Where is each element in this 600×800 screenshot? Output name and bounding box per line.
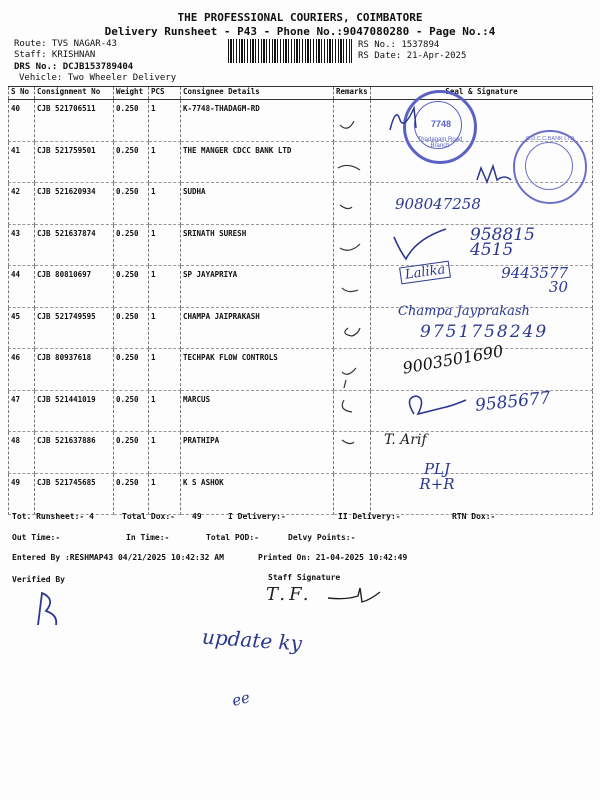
cell-consignment-no: CJB 521749595 [35,307,114,349]
handwritten-47: 9585677 [474,388,552,416]
cell-weight: 0.250 [114,100,149,142]
cell-weight: 0.250 [114,390,149,432]
handwritten-44-name: Lalika [399,261,451,285]
route-label: Route: TVS NAGAR-43 [14,39,117,49]
cell-sno: 49 [9,473,35,515]
cell-sno: 47 [9,390,35,432]
cell-seal-signature [371,473,593,515]
ii-delivery: II Delivery:- [338,512,401,521]
handwritten-45-name: Champa Jayprakash [398,304,530,319]
signature-43 [390,225,470,265]
table-row [9,432,593,474]
cell-consignee: SUDHA [181,183,334,225]
col-consignee: Consignee Details [181,87,334,100]
col-weight: Weight [114,87,149,100]
signature-47 [400,392,470,426]
tick-mark-43 [340,244,360,250]
cell-weight: 0.250 [114,307,149,349]
tick-mark-40 [340,121,354,128]
cell-pcs: 1 [149,141,181,183]
update-note: update ky [201,624,303,656]
col-sno: S No [9,87,35,100]
branch-stamp-text: Thadagam Road Branch [417,137,463,149]
cell-sno: 42 [9,183,35,225]
cell-pcs: 1 [149,307,181,349]
staff-label: Staff: KRISHNAN [14,50,96,60]
total-dox-label: Total Dox:- [122,512,175,521]
cell-weight: 0.250 [114,432,149,474]
cell-consignment-no: CJB 521620934 [35,183,114,225]
barcode [228,39,352,63]
runsheet-table [8,86,593,515]
cell-sno: 40 [9,100,35,142]
total-dox-value: 49 [192,512,202,521]
col-consignment: Consignment No [35,87,114,100]
handwritten-48: T. Arif [384,432,427,448]
cell-sno: 45 [9,307,35,349]
col-pcs: PCS [149,87,181,100]
vehicle-label: Vehicle: Two Wheeler Delivery [19,73,177,83]
out-time: Out Time:- [12,533,61,542]
cell-consignment-no: CJB 80810697 [35,266,114,308]
cell-pcs: 1 [149,432,181,474]
tick-mark-42 [340,205,352,209]
branch-stamp-number: 7748 [430,119,452,129]
cell-weight: 0.250 [114,349,149,391]
cell-sno: 44 [9,266,35,308]
cell-consignment-no: CJB 521759501 [35,141,114,183]
table-row [9,183,593,225]
cell-consignee: THE MANGER CDCC BANK LTD [181,141,334,183]
signature-41 [475,162,515,184]
cell-consignee: CHAMPA JAIPRAKASH [181,307,334,349]
cell-pcs: 1 [149,224,181,266]
tick-mark-46 [342,368,356,388]
cell-consignee: SRINATH SURESH [181,224,334,266]
cell-pcs: 1 [149,183,181,225]
table-header-row [9,87,593,100]
in-time: In Time:- [126,533,170,542]
cell-weight: 0.250 [114,224,149,266]
cell-consignee: SP JAYAPRIYA [181,266,334,308]
cell-pcs: 1 [149,266,181,308]
cell-consignment-no: CJB 521441019 [35,390,114,432]
cell-sno: 48 [9,432,35,474]
staff-signature: T.F. [266,584,313,605]
company-title: THE PROFESSIONAL COURIERS, COIMBATORE [177,11,423,24]
cell-consignment-no: CJB 521637874 [35,224,114,266]
bottom-mark: ee [230,688,252,710]
i-delivery: I Delivery:- [228,512,286,521]
col-remarks: Remarks [334,87,371,100]
handwritten-44-phone: 9443577 30 [501,264,568,296]
cell-consignment-no: CJB 521706511 [35,100,114,142]
staff-signature-label: Staff Signature [268,573,341,582]
tick-mark-41 [338,165,360,170]
cell-pcs: 1 [149,100,181,142]
cell-consignee: K S ASHOK [181,473,334,515]
rtn-dox: RTN Dox:- [452,512,496,521]
printed-on: Printed On: 21-04-2025 10:42:49 [258,553,408,562]
rs-number: RS No.: 1537894 [358,40,440,50]
tick-mark-48 [342,440,354,444]
cell-sno: 46 [9,349,35,391]
tick-mark-45 [345,328,360,336]
handwritten-45-phone: 9751758249 [420,322,549,342]
tick-mark-47 [342,400,352,412]
handwritten-46: 9003501690 [401,341,505,378]
table-row [9,473,593,515]
handwritten-49: PLJ R+R [419,460,455,493]
cell-consignment-no: CJB 80937618 [35,349,114,391]
cell-weight: 0.250 [114,183,149,225]
total-pod: Total POD:- [206,533,259,542]
table-row [9,100,593,142]
entered-by: Entered By :RESHMAP43 04/21/2025 10:42:32 AM [12,553,224,562]
cell-pcs: 1 [149,349,181,391]
cell-weight: 0.250 [114,473,149,515]
cell-consignment-no: CJB 521637886 [35,432,114,474]
cell-weight: 0.250 [114,266,149,308]
cell-consignee: PRATHIPA [181,432,334,474]
cell-pcs: 1 [149,390,181,432]
remarks-marks [330,110,370,500]
cell-consignment-no: CJB 521745685 [35,473,114,515]
cell-weight: 0.250 [114,141,149,183]
cell-pcs: 1 [149,473,181,515]
cell-sno: 41 [9,141,35,183]
cell-consignee: MARCUS [181,390,334,432]
total-runsheet: Tot. Runsheet:- 4 [12,512,94,521]
drs-number: DRS No.: DCJB153789404 [14,62,134,72]
signature-40 [385,100,425,140]
bank-stamp [513,130,587,204]
cell-consignee: TECHPAK FLOW CONTROLS [181,349,334,391]
cell-consignee: K-7748-THADAGM-RD [181,100,334,142]
rs-date: RS Date: 21-Apr-2025 [358,51,467,61]
verified-by: Verified By [12,575,65,584]
tick-mark-44 [342,288,358,292]
handwritten-42: 908047258 [395,195,481,213]
delvy-points: Delvy Points:- [288,533,356,542]
cell-sno: 43 [9,224,35,266]
verified-signature [28,585,68,630]
runsheet-subtitle: Delivery Runsheet - P43 - Phone No.:9047080280 - Page No.:4 [104,25,496,38]
col-seal-signature: Seal & Signature [371,87,593,100]
bank-stamp-text: C.D.C.C.BANK LTD [525,136,575,142]
staff-signature-stroke [326,586,382,608]
handwritten-43: 958815 4515 [470,225,535,260]
table-row [9,349,593,391]
